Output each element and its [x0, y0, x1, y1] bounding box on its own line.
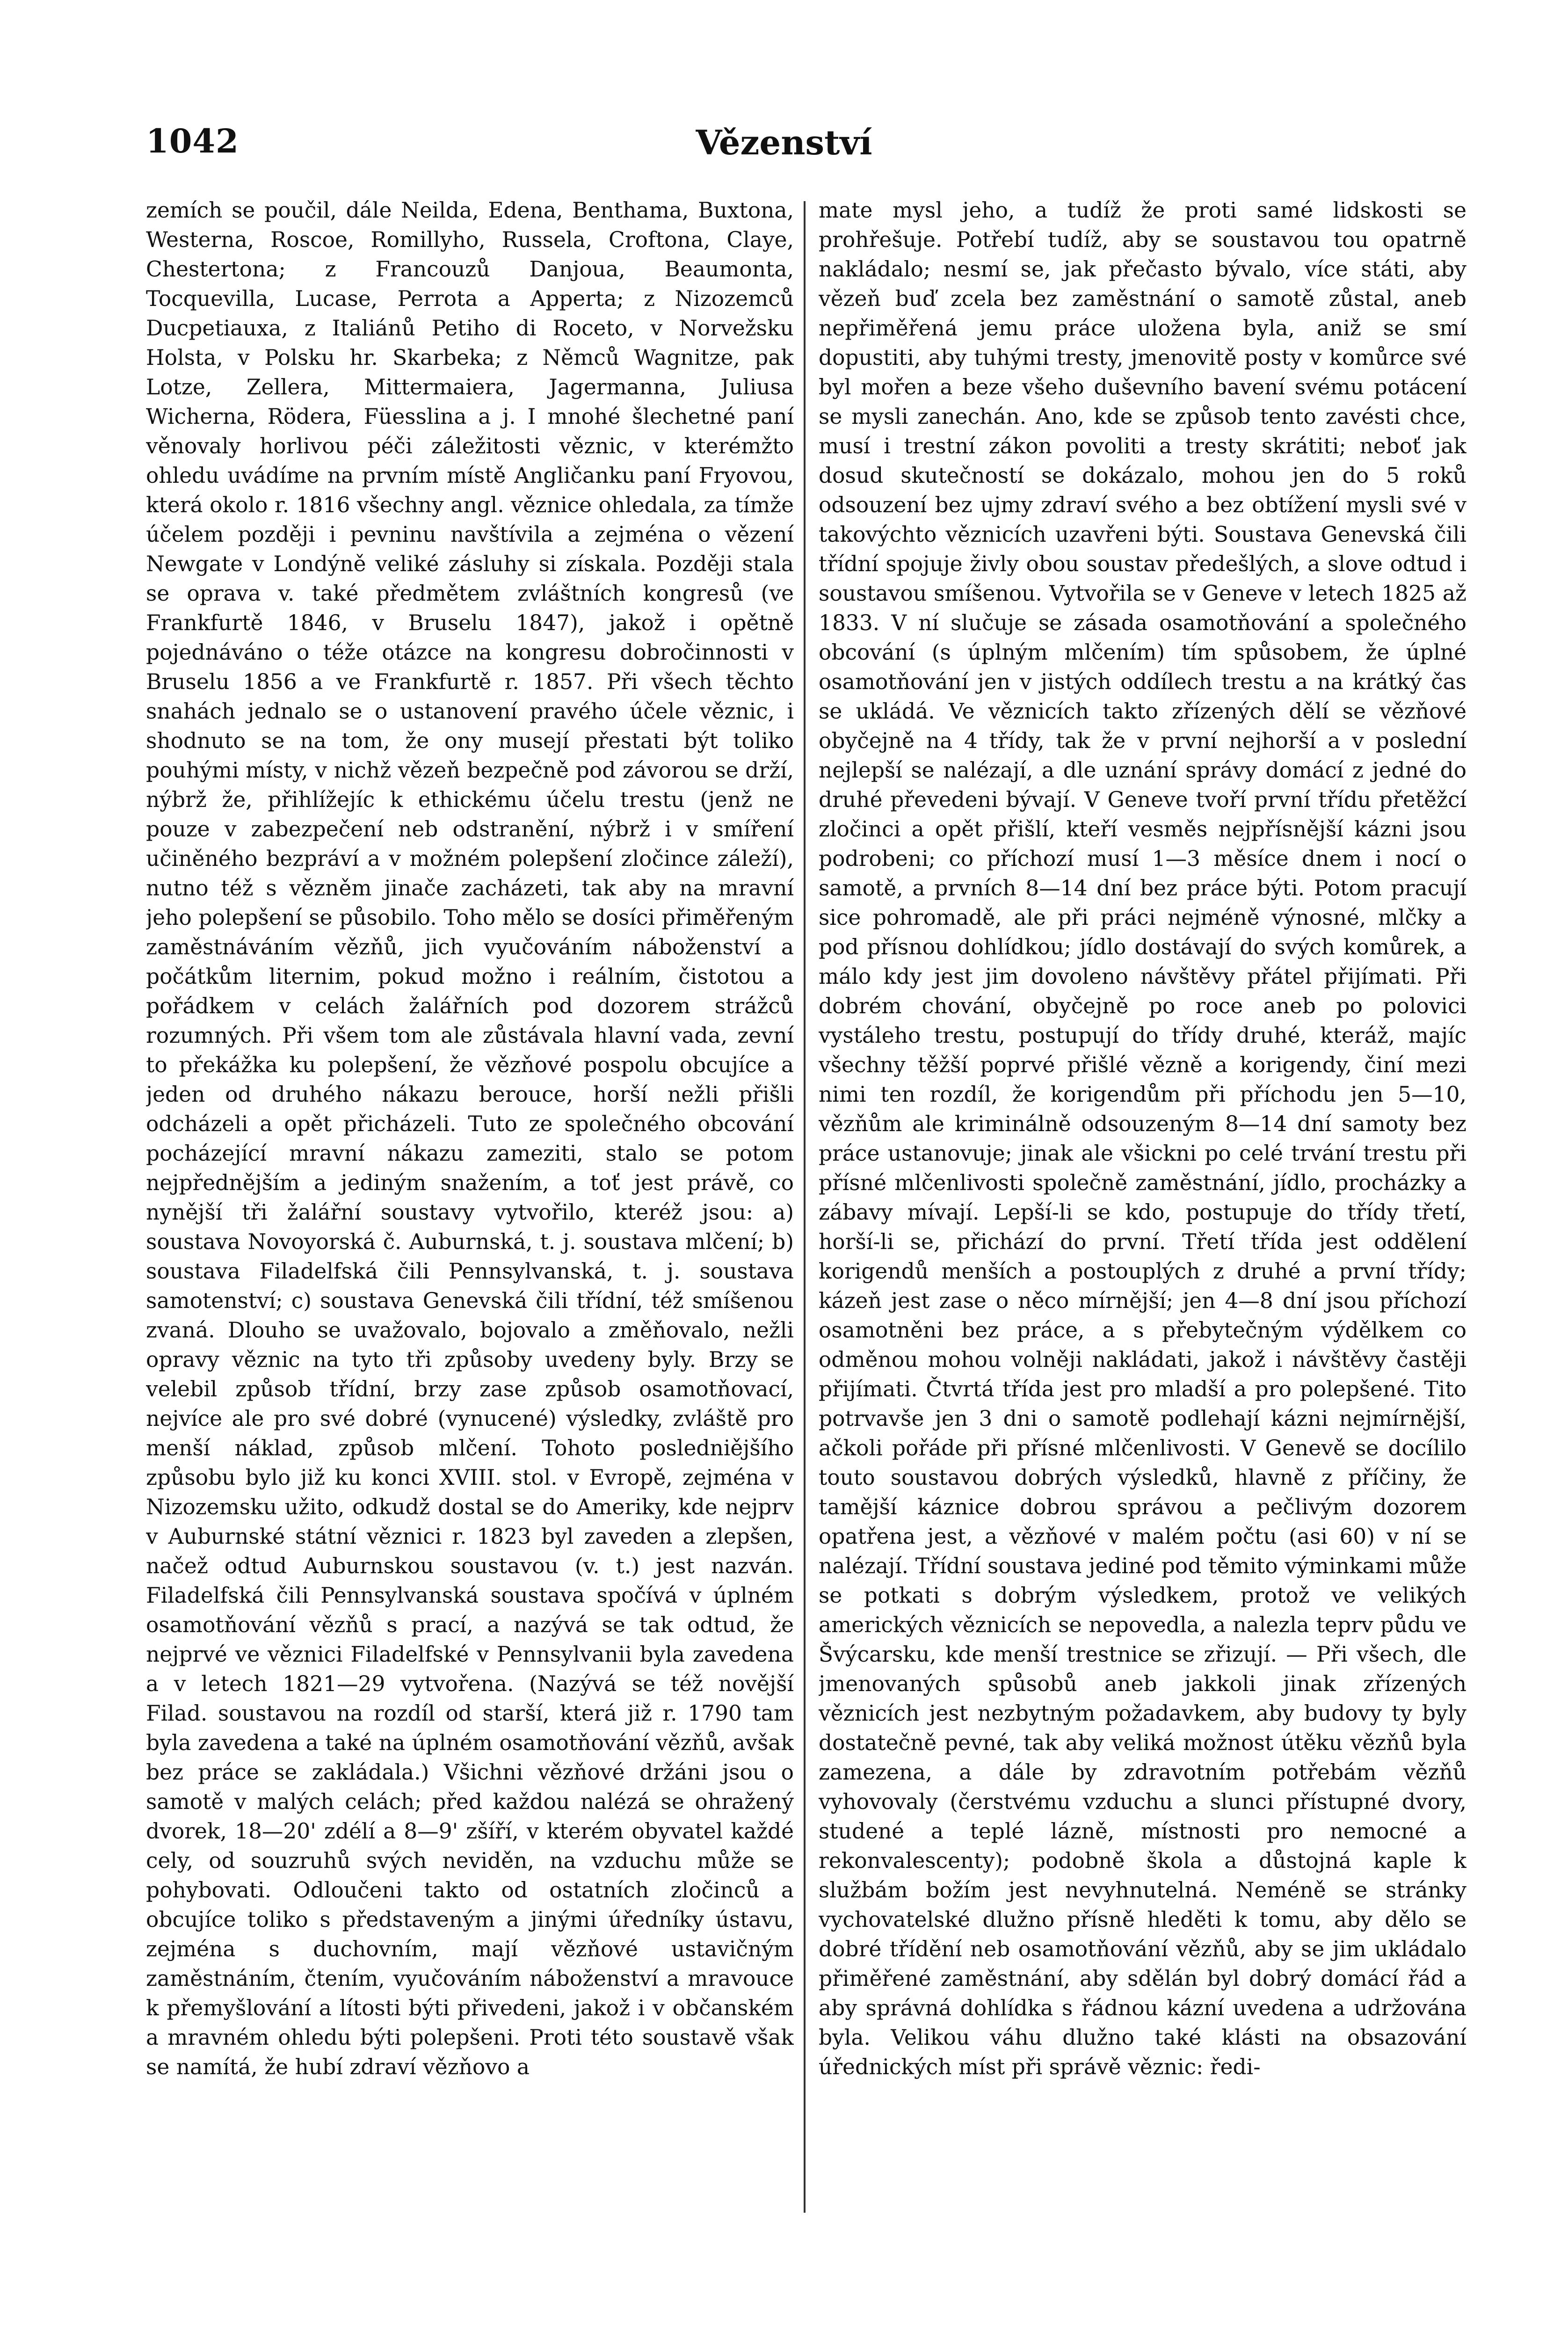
column-right-text: mate mysl jeho, a tudíž že proti samé lidskosti se prohřešuje. Potřebí tudíž, aby se soustavou tou opatrně nakládalo; nesmí se, jak přečasto bývalo, více státi, aby vězeň buď zcela bez zaměstnání o samotě zůstal, aneb nepřiměřená jemu práce uložena byla, aniž se smí dopustiti, aby tuhými tresty, jmenovitě posty v komůrce své byl mořen a beze všeho duševního bavení svému potácení se mysli zanechán. Ano, kde se způsob tento zavésti chce, musí i trestní zákon povoliti a tresty skrátiti; neboť jak dosud skutečností se dokázalo, mohou jen do 5 roků odsouzení bez ujmy zdraví svého a bez obtížení mysli své v takovýchto věznicích uzavřeni býti. Soustava Genevská čili třídní spojuje živly obou soustav předešlých, a slove odtud i soustavou smíšenou. Vytvořila se v Geneve v letech 1825 až 1833. V ní slučuje se zásada osamotňování a společného obcování (s úplným mlčením) tím spůsobem, že úplné osamotňování jen v jistých oddílech trestu a na krátký čas se ukládá. Ve věznicích takto zřízených dělí se vězňové obyčejně na 4 třídy, tak že v první nejhorší a v poslední nejlepší se nalézají, a dle uznání správy domácí z jedné do druhé převedeni bývají. V Geneve tvoří první třídu přetěžcí zločinci a opět přišlí, kteří vesměs nejpřísnější kázni jsou podrobeni; co příchozí musí 1—3 měsíce dnem i nocí o samotě, a prvních 8—14 dní bez práce býti. Potom pracují sice pohromadě, ale při práci nejméně výnosné, mlčky a pod přísnou dohlídkou; jídlo dostávají do svých komůrek, a málo kdy jest jim dovoleno návštěvy přátel přijímati. Při dobrém chování, obyčejně po roce aneb po polovici vystáleho trestu, postupují do třídy druhé, kteráž, majíc všechny těžší poprvé přišlé vězně a korigendy, činí mezi nimi ten rozdíl, že korigendům při příchodu jen 5—10, vězňům ale kriminálně odsouzeným 8—14 dní samoty bez práce ustanovuje; jinak ale všickni po celé trvání trestu při přísné mlčenlivosti společně zaměstnání, jídlo, procházky a zábavy mívají. Lepší-li se kdo, postupuje do třídy třetí, horší-li se, přichází do první. Třetí třída jest oddělení korigendů menších a postouplých z druhé a první třídy; kázeň jest zase o něco mírnější; jen 4—8 dní jsou příchozí osamotněni bez práce, a s přebytečným výdělkem co odměnou mohou volněji nakládati, jakož i návštěvy častěji přijímati. Čtvrtá třída jest pro mladší a pro polepšené. Tito potrvavše jen 3 dni o samotě podlehají kázni nejmírnější, ačkoli pořáde při přísné mlčenlivosti. V Genevě se docílilo touto soustavou dobrých výsledků, hlavně z příčiny, že tamější káznice dobrou správou a pečlivým dozorem opatřena jest, a vězňové v malém počtu (asi 60) v ní se nalézají. Třídní soustava jediné pod těmito výminkami může se potkati s dobrým výsledkem, protož ve velikých amerických věznicích se nepovedla, a nalezla teprv půdu ve Švýcarsku, kde menší trestnice se zřizují. — Při všech, dle jmenovaných spůsobů aneb jakkoli jinak zřízených věznicích jest nezbytným požadavkem, aby budovy ty byly dostatečně pevné, tak aby veliká možnost útěku vězňů byla zamezena, a dále by zdravotním potřebám vězňů vyhovovaly (čerstvému vzduchu a slunci přístupné dvory, studené a teplé lázně, místnosti pro nemocné a rekonvalescenty); podobně škola a důstojná kaple k službám božím jest nevyhnutelná. Neméně se stránky vychovatelské dlužno přísně hleděti k tomu, aby dělo se dobré třídění neb osamotňování vězňů, aby se jim ukládalo přiměřené zaměstnání, aby sdělán byl dobrý domácí řád a aby správná dohlídka s řádnou kázní uvedena a udržována byla. Velikou váhu dlužno také klásti na obsazování úřednických míst při správě věznic: ředi- [819, 198, 1466, 2079]
page-header [0, 0, 1568, 196]
running-title: Vězenství [696, 123, 872, 162]
column-divider [804, 201, 806, 2213]
column-left-text: zemích se poučil, dále Neilda, Edena, Benthama, Buxtona, Westerna, Roscoe, Romillyho, Russela, Croftona, Claye, Chestertona; z Francouzů Danjoua, Beaumonta, Tocquevilla, Lucase, Perrota a Apperta; z Nizozemců Ducpetiauxa, z Italiánů Petiho di Roceto, v Norvežsku Holsta, v Polsku hr. Skarbeka; z Němců Wagnitze, pak Lotze, Zellera, Mittermaiera, Jagermanna, Juliusa Wicherna, Rödera, Füesslina a j. I mnohé šlechetné paní věnovaly horlivou péči záležitosti věznic, v kterémžto ohledu uvádíme na prvním místě Angličanku paní Fryovou, která okolo r. 1816 všechny angl. věznice ohledala, za tímže účelem později i pevninu navštívila a zejména o vězení Newgate v Londýně veliké zásluhy si získala. Později stala se oprava v. také předmětem zvláštních kongresů (ve Frankfurtě 1846, v Bruselu 1847), jakož i opětně pojednáváno o téže otázce na kongresu dobročinnosti v Bruselu 1856 a ve Frankfurtě r. 1857. Při všech těchto snahách jednalo se o ustanovení pravého účele věznic, i shodnuto se na tom, že ony musejí přestati být toliko pouhými místy, v nichž vězeň bezpečně pod závorou se drží, nýbrž že, přihlížejíc k ethickému účelu trestu (jenž ne pouze v zabezpečení neb odstranění, nýbrž i v smíření učiněného bezpráví a v možném polepšení zločince záleží), nutno též s vězněm jinače zacházeti, tak aby na mravní jeho polepšení se působilo. Toho mělo se dosíci přiměřeným zaměstnáváním vězňů, jich vyučováním náboženství a počátkům liternim, pokud možno i reálním, čistotou a pořádkem v celách žalářních pod dozorem strážců rozumných. Při všem tom ale zůstávala hlavní vada, zevní to překážka ku polepšení, že vězňové pospolu obcujíce a jeden od druhého nákazu berouce, horší nežli přišli odcházeli a opět přicházeli. Tuto ze společného obcování pocházející mravní nákazu zameziti, stalo se potom nejpřednějším a jediným snažením, a toť jest právě, co nynější tři žalářní soustavy vytvořilo, kteréž jsou: a) soustava Novoyorská č. Auburnská, t. j. soustava mlčení; b) soustava Filadelfská čili Pennsylvanská, t. j. soustava samotenství; c) soustava Genevská čili třídní, též smíšenou zvaná. Dlouho se uvažovalo, bojovalo a změňovalo, nežli opravy věznic na tyto tři způsoby uvedeny byly. Brzy se velebil způsob třídní, brzy zase způsob osamotňovací, nejvíce ale pro své dobré (vynucené) výsledky, zvláště pro menší náklad, způsob mlčení. Tohoto posledniějšího způsobu bylo již ku konci XVIII. stol. v Evropě, zejména v Nizozemsku užito, odkudž dostal se do Ameriky, kde nejprv v Auburnské státní věznici r. 1823 byl zaveden a zlepšen, načež odtud Auburnskou soustavou (v. t.) jest nazván. Filadelfská čili Pennsylvanská soustava spočívá v úplném osamotňování vězňů s prací, a nazývá se tak odtud, že nejprvé ve věznici Filadelfské v Pennsylvanii byla zavedena a v letech 1821—29 vytvořena. (Nazývá se též novější Filad. soustavou na rozdíl od starší, která již r. 1790 tam byla zavedena a také na úplném osamotňování vězňů, avšak bez práce se zakládala.) Všichni vězňové držáni jsou o samotě v malých celách; před každou nalézá se ohražený dvorek, 18—20' zdélí a 8—9' zšíří, v kterém obyvatel každé cely, od souzruhů svých neviděn, na vzduchu může se pohybovati. Odloučeni takto od ostatních zločinců a obcujíce toliko s představeným a jinými úředníky ústavu, zejména s duchovním, mají vězňové ustavičným zaměstnáním, čtením, vyučováním náboženství a mravouce k přemyšlování a lítosti býti přivedeni, jakož i v občanském a mravném ohledu býti polepšeni. Proti této soustavě však se namítá, že hubí zdraví vězňovo a [146, 198, 794, 2079]
text-column-right [819, 196, 1466, 2221]
page-number: 1042 [146, 122, 239, 160]
text-column-left [146, 196, 794, 2221]
